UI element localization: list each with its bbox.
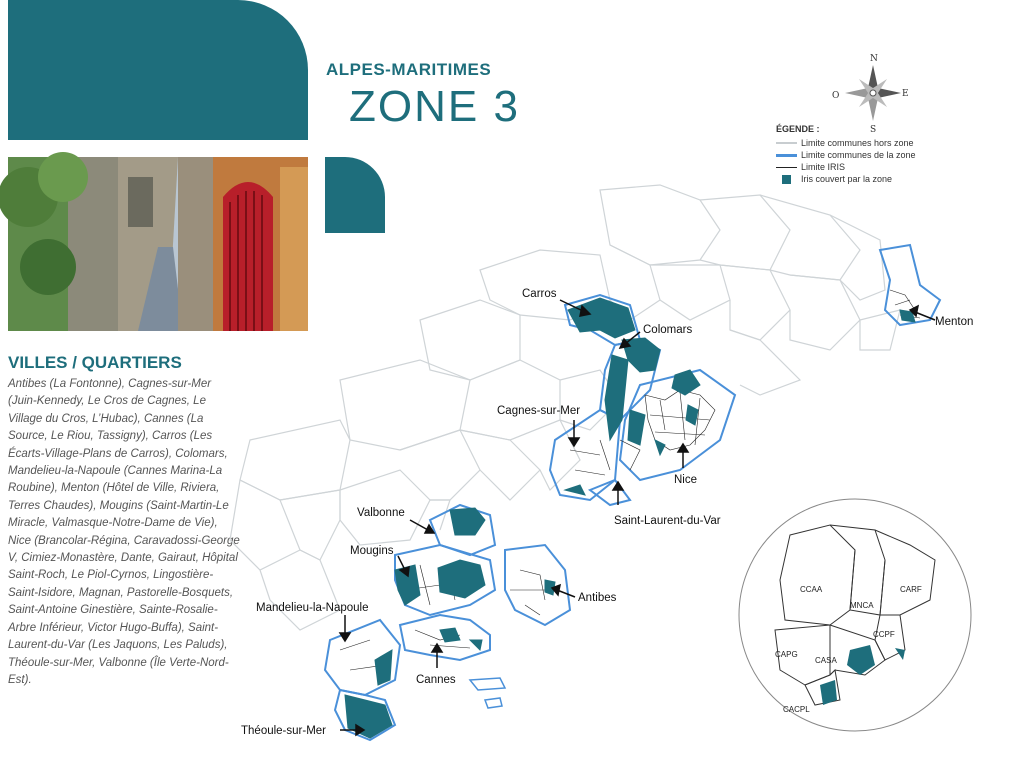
- legend-item: [776, 161, 916, 173]
- legend-item: [776, 149, 916, 161]
- legend-swatch: [776, 142, 797, 144]
- label-mougins: Mougins: [350, 545, 394, 557]
- label-colomars: Colomars: [643, 324, 693, 336]
- compass-n: N: [870, 54, 878, 64]
- region-title: ALPES-MARITIMES: [326, 60, 492, 79]
- legend-label: Limite communes de la zone: [801, 150, 916, 160]
- inset-cacpl: CACPL: [783, 705, 810, 714]
- legend-title: ÉGENDE :: [776, 124, 820, 134]
- inset-casa: CASA: [815, 656, 837, 665]
- legend-swatch: [776, 167, 797, 168]
- compass-o: O: [832, 91, 840, 101]
- legend-label: Limite IRIS: [801, 162, 846, 172]
- legend-item: [776, 137, 916, 149]
- label-menton: Menton: [935, 316, 974, 328]
- villes-title: VILLES / QUARTIERS: [8, 353, 182, 372]
- inset-carf: CARF: [900, 585, 922, 594]
- compass-rose-icon: [830, 52, 915, 134]
- villes-list: Antibes (La Fontonne), Cagnes-sur-Mer (Juin-Kennedy, Le Cros de Cagnes, Le Village du Cros, L’Hubac), Cannes (La Source, Le Riou, Tassigny), Carros (Les Écarts-Village-Plans de Carros), Colomars, Mandelieu-la-Napoule (Cannes Marina-La Roubine), Menton (Hôtel de Ville, Riviera, Terres Chaudes), Mougins (Saint-Martin-Le Miracle, Valmasque-Notre-Dame de Vie), Nice (Brancolar-Régina, Caravadossi-George V, Cimiez-Monastère, Dante, Gairaut, Hôpital Saint-Roch, Le Piol-Cyrnos, Lingostière-Saint-Isidore, Magnan, Pastorelle-Bosquets, Saint-Antoine Ginestière, Sainte-Rosalie-Arbre Inférieur, Victor Hugo-Buffa), Saint-Laurent-du-Var (Les Jaquons, Les Paluds), Théoule-sur-Mer, Valbonne (Île Verte-Nord-Est).: [8, 378, 240, 686]
- label-antibes: Antibes: [578, 592, 617, 604]
- label-carros: Carros: [522, 288, 557, 300]
- compass-e: E: [902, 89, 909, 99]
- label-cannes: Cannes: [416, 674, 456, 686]
- inset-ccaa: CCAA: [800, 585, 823, 594]
- label-nice: Nice: [674, 474, 698, 486]
- compass-s: S: [870, 125, 877, 135]
- legend-label: Iris couvert par la zone: [801, 174, 893, 184]
- legend-label: Limite communes hors zone: [801, 138, 914, 148]
- label-mandelieu: Mandelieu-la-Napoule: [256, 602, 369, 614]
- inset-capg: CAPG: [775, 650, 798, 659]
- zone-title: ZONE 3: [349, 82, 520, 131]
- label-theoule: Théoule-sur-Mer: [241, 725, 326, 737]
- inset-mnca: MNCA: [850, 601, 874, 610]
- label-valbonne: Valbonne: [357, 507, 405, 519]
- label-cagnes: Cagnes-sur-Mer: [497, 405, 581, 417]
- inset-map: [735, 500, 975, 740]
- label-saint-laurent: Saint-Laurent-du-Var: [614, 515, 721, 527]
- lerins-islands: [470, 678, 505, 708]
- inset-ccpf: CCPF: [873, 630, 895, 639]
- legend-swatch: [776, 154, 797, 157]
- map-legend: [776, 124, 916, 185]
- header-banner: [8, 0, 308, 140]
